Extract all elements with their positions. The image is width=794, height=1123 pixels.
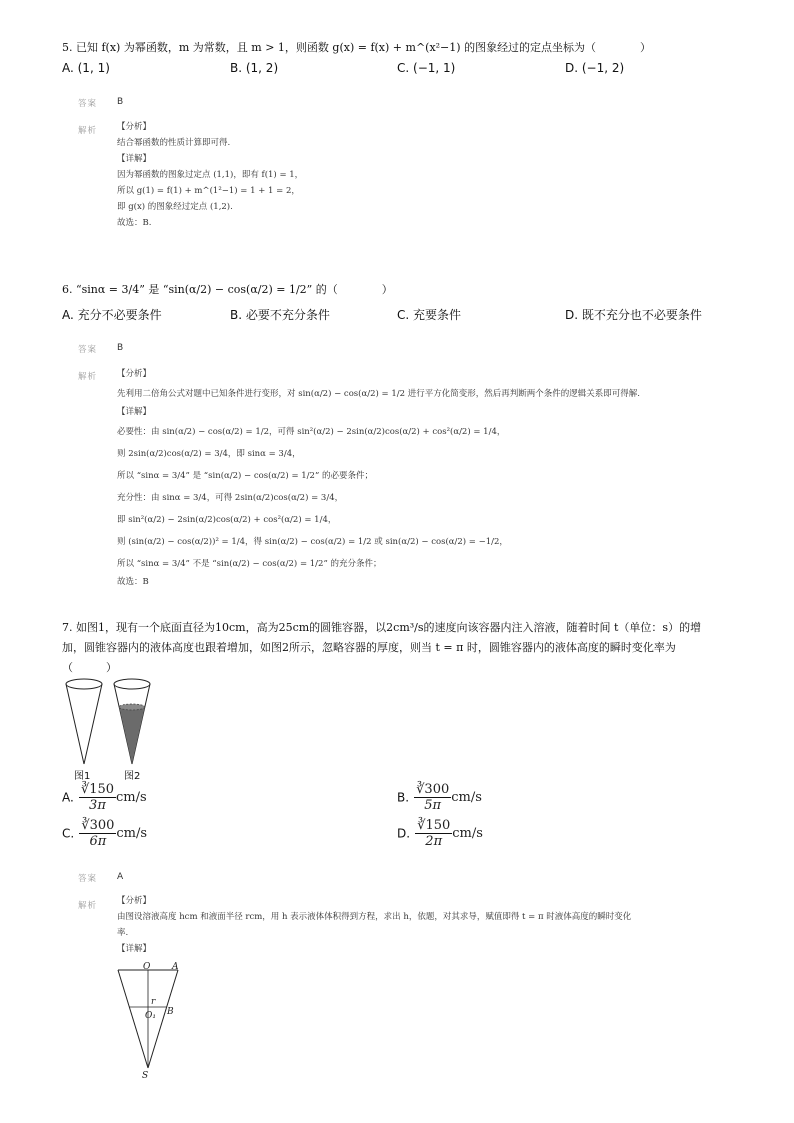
option-letter: C. xyxy=(62,826,75,841)
explain-line: 所以 “sinα = 3/4” 不是 “sin(α/2) − cos(α/2) = 1/2” 的充分条件； xyxy=(117,559,382,569)
figure-2-filled-cone xyxy=(114,679,150,764)
option-unit: cm/s xyxy=(116,790,147,805)
fraction-denominator: 2π xyxy=(425,834,443,849)
option-letter: B. xyxy=(397,790,410,805)
explain-line: 率. xyxy=(117,928,129,938)
q5-option-d[interactable]: D. (−1, 2) xyxy=(565,61,625,75)
cone-cross-section-diagram xyxy=(112,960,192,1080)
q6-answer-tag: 答案 xyxy=(78,345,98,355)
explain-line: 则 (sin(α/2) − cos(α/2))² = 1/4，得 sin(α/2) − cos(α/2) = 1/2 或 sin(α/2) − cos(α/2) = −1/2， xyxy=(117,537,508,547)
explain-line: 【分析】 xyxy=(117,122,152,132)
label-o: O xyxy=(143,962,151,972)
option-unit: cm/s xyxy=(452,826,483,841)
explain-line: 因为幂函数的图象过定点 (1,1)，即有 f(1) = 1， xyxy=(117,170,304,180)
q6-option-a[interactable]: A. 充分不必要条件 xyxy=(62,308,162,322)
option-unit: cm/s xyxy=(451,790,482,805)
fraction-denominator: 5π xyxy=(424,798,442,813)
explain-line: 故选：B xyxy=(117,577,149,587)
explain-line: 则 2sin(α/2)cos(α/2) = 3/4，即 sinα = 3/4， xyxy=(117,449,301,459)
q5-stem: 5. 已知 f(x) 为幂函数，m 为常数，且 m > 1，则函数 g(x) = f(x) + m^(x²−1) 的图象经过的定点坐标为（ ） xyxy=(62,41,652,54)
explain-line: 故选：B. xyxy=(117,218,152,228)
q6-stem: 6. “sinα = 3/4” 是 “sin(α/2) − cos(α/2) = 1/2” 的（ ） xyxy=(62,283,393,296)
fraction-denominator: 3π xyxy=(89,798,106,813)
label-a: A xyxy=(172,962,179,972)
q7-answer-tag: 答案 xyxy=(78,874,98,884)
option-fraction xyxy=(414,782,451,813)
label-r: r xyxy=(151,997,156,1007)
label-b: B xyxy=(167,1007,174,1017)
q6-explain-tag: 解析 xyxy=(78,372,98,382)
option-unit: cm/s xyxy=(116,826,148,841)
fraction-numerator: ∛300 xyxy=(416,782,450,797)
explain-line: 【详解】 xyxy=(117,407,152,417)
explain-line: 即 g(x) 的图象经过定点 (1,2). xyxy=(117,202,233,212)
q7-explain-tag: 解析 xyxy=(78,901,98,911)
explain-line: 必要性：由 sin(α/2) − cos(α/2) = 1/2，可得 sin²(α/2) − 2sin(α/2)cos(α/2) + cos²(α/2) = 1/4， xyxy=(117,427,506,437)
explain-line: 由图设溶液高度 hcm 和液面半径 rcm，用 h 表示液体体积得到方程，求出 h，依题，对其求导，赋值即得 t = π 时液体高度的瞬时变化 xyxy=(117,912,632,922)
q7-option-b[interactable] xyxy=(397,782,482,813)
explain-line: 充分性：由 sinα = 3/4，可得 2sin(α/2)cos(α/2) = 3/4， xyxy=(117,493,344,503)
q7-answer: A xyxy=(117,872,124,882)
q5-answer: B xyxy=(117,97,124,107)
label-o1: O₁ xyxy=(145,1011,156,1021)
q6-option-c[interactable]: C. 充要条件 xyxy=(397,308,462,322)
option-fraction xyxy=(79,818,116,849)
q7-option-d[interactable] xyxy=(397,818,483,849)
q7-stem-line-2: 加，圆锥容器内的液体高度也跟着增加，如图2所示，忽略容器的厚度，则当 t = π 时，圆锥容器内的液体高度的瞬时变化率为 xyxy=(62,641,676,654)
option-fraction xyxy=(79,782,116,813)
q5-answer-tag: 答案 xyxy=(78,99,98,109)
fraction-denominator: 6π xyxy=(89,834,107,849)
explain-line: 【详解】 xyxy=(117,944,152,954)
explain-line: 结合幂函数的性质计算即可得. xyxy=(117,138,231,148)
option-letter: A. xyxy=(62,790,74,805)
figure-1-empty-cone xyxy=(66,679,102,764)
explain-line: 所以 g(1) = f(1) + m^(1²−1) = 1 + 1 = 2， xyxy=(117,186,300,196)
fraction-numerator: ∛150 xyxy=(80,782,115,797)
explain-line: 即 sin²(α/2) − 2sin(α/2)cos(α/2) + cos²(α/2) = 1/4， xyxy=(117,515,337,525)
q5-option-c[interactable]: C. (−1, 1) xyxy=(397,61,456,75)
q7-option-a[interactable] xyxy=(62,782,147,813)
explain-line: 【详解】 xyxy=(117,154,152,164)
option-fraction xyxy=(415,818,452,849)
q6-explanation xyxy=(117,367,640,591)
figure-1-label: 图1 xyxy=(74,771,91,782)
q6-option-b[interactable]: B. 必要不充分条件 xyxy=(230,308,330,322)
q5-explain-tag: 解析 xyxy=(78,126,98,136)
q7-stem-line-1: 7. 如图1，现有一个底面直径为10cm，高为25cm的圆锥容器，以2cm³/s的速度向该容器内注入溶液，随着时间 t（单位：s）的增 xyxy=(62,621,702,634)
fraction-numerator: ∛300 xyxy=(81,818,115,833)
q7-stem-line-3: （ ） xyxy=(62,661,117,674)
option-letter: D. xyxy=(397,826,411,841)
explain-line: 所以 “sinα = 3/4” 是 “sin(α/2) − cos(α/2) = 1/2” 的必要条件； xyxy=(117,471,374,481)
label-s: S xyxy=(142,1071,149,1080)
explain-line: 先利用二倍角公式对题中已知条件进行变形，对 sin(α/2) − cos(α/2) = 1/2 进行平方化简变形，然后再判断两个条件的逻辑关系即可得解. xyxy=(117,389,640,399)
q5-option-b[interactable]: B. (1, 2) xyxy=(230,61,279,75)
q7-option-c[interactable] xyxy=(62,818,147,849)
q6-answer: B xyxy=(117,343,124,353)
q7-explanation xyxy=(117,894,631,958)
fraction-numerator: ∛150 xyxy=(417,818,451,833)
diagram-left-edge xyxy=(118,970,148,1068)
q5-option-a[interactable]: A. (1, 1) xyxy=(62,61,110,75)
explain-line: 【分析】 xyxy=(117,896,152,906)
q5-explanation xyxy=(117,120,303,232)
q6-option-d[interactable]: D. 既不充分也不必要条件 xyxy=(565,308,702,322)
figure-2-label: 图2 xyxy=(124,771,141,782)
explain-line: 【分析】 xyxy=(117,369,152,379)
cone-figures xyxy=(60,676,170,768)
